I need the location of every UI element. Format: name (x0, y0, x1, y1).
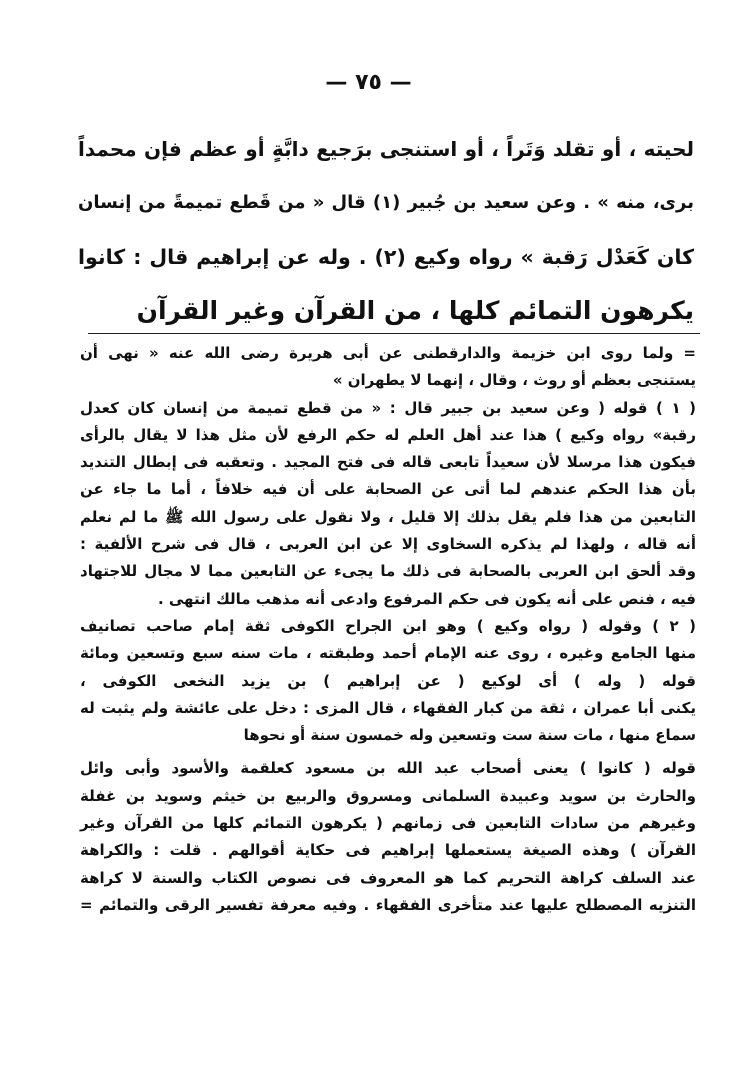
footnote-line: فيه ، فنص على أنه يكون فى حكم المرفوع وادعى أنه مذهب مالك انتهى . (157, 589, 696, 608)
footnote-line: وقد ألحق ابن العربى بالصحابة فى ذلك ما يجىء عن التابعين مما لا مجال للاجتهاد (80, 562, 696, 581)
footnote-divider (88, 333, 700, 334)
main-text-line: برى، منه » . وعن سعيد بن جُبير (١) قال « من قَطع تميمةً من إنسان (78, 192, 694, 213)
footnote-line: = ولما روى ابن خزيمة والدارقطنى عن أبى هريرة رضى الله عنه « نهى أن (80, 344, 696, 362)
main-text-line: كان كَعَدْل رَقبة » رواه وكيع (٢) . وله عن إبراهيم قال : كانوا (78, 245, 694, 269)
footnote-line: يكنى أبا عمران ، ثقة من كبار الفقهاء ، قال المزى : دخل على عائشة ولم يثبت له (80, 698, 696, 717)
main-text (78, 122, 694, 338)
footnote-line: القرآن ) وهذه الصيغة يستعملها إبراهيم فى حكاية أقوالهم . قلت : والكراهة (80, 841, 696, 860)
main-text-line: يكرهون التمائم كلها ، من القرآن وغير القرآن (136, 296, 694, 325)
footnote-line: فيكون هذا مرسلا لأن سعيداً تابعى قاله فى فتح المجيد . وتعقبه فى إبطال التنديد (80, 453, 696, 472)
footnote-line: أنه قاله ، ولهذا لم يذكره السخاوى إلا عن ابن العربى ، قال فى شرح الألفية : (80, 535, 696, 554)
footnote-line: التابعين من هذا فلم يقل بذلك إلا قليل ، ولا نقول على رسول الله ﷺ ما لم نعلم (80, 507, 696, 526)
footnotes (80, 340, 696, 919)
footnote-line: منها الجامع وغيره ، روى عنه الإمام أحمد وطبقته ، مات سنه سبع وتسعين ومائة (80, 644, 696, 663)
main-text-line: لحيته ، أو تقلد وَتَراً ، أو استنجى برَجيع دابَّةٍ أو عظم فإن محمداً (78, 137, 694, 161)
footnote-line: ( ٢ ) وقوله ( رواه وكيع ) وهو ابن الجراح الكوفى ثقة إمام صاحب تصانيف (80, 616, 696, 635)
footnote-line: والحارث بن سويد وعبيدة السلمانى ومسروق والربيع بن خيثم وسويد بن غفلة (80, 786, 696, 805)
footnote-line: التنزيه المصطلح عليها عند متأخرى الفقهاء . وفيه معرفة تفسير الرقى والتمائم = (80, 895, 696, 914)
footnote-line: عند السلف كراهة التحريم كما هو المعروف فى نصوص الكتاب والسنة لا كراهة (80, 868, 696, 887)
footnote-line: بأن هذا الحكم عندهم لما أتى عن الصحابة على أن فيه خلافاً ، أما ما جاء عن (80, 480, 696, 499)
footnote-line: ( ١ ) قوله ( وعن سعيد بن جبير قال : « من قطع تميمة من إنسان كان كعدل (80, 398, 696, 417)
footnote-line: رقبة» رواه وكيع ) هذا عند أهل العلم له حكم الرفع لأن مثل هذا لا يقال بالرأى (80, 425, 696, 444)
footnote-line: وغيرهم من سادات التابعين فى زمانهم ( يكرهون التمائم كلها من القرآن وغير (80, 814, 696, 833)
footnote-line: قوله ( كانوا ) يعنى أصحاب عبد الله بن مسعود كعلقمة والأسود وأبى وائل (80, 759, 696, 778)
footnote-line: يستنجى بعظم أو روث ، وقال ، إنهما لا يطهران » (332, 371, 696, 390)
footnote-line: سماع منها ، مات سنة ست وتسعين وله خمسون سنة أو نحوها (243, 726, 696, 745)
footnote-line: قوله ( وله ) أى لوكيع ( عن إبراهيم ) بن يزيد النخعى الكوفى ، (80, 671, 696, 690)
page-number: — ٧٥ — (325, 70, 412, 95)
